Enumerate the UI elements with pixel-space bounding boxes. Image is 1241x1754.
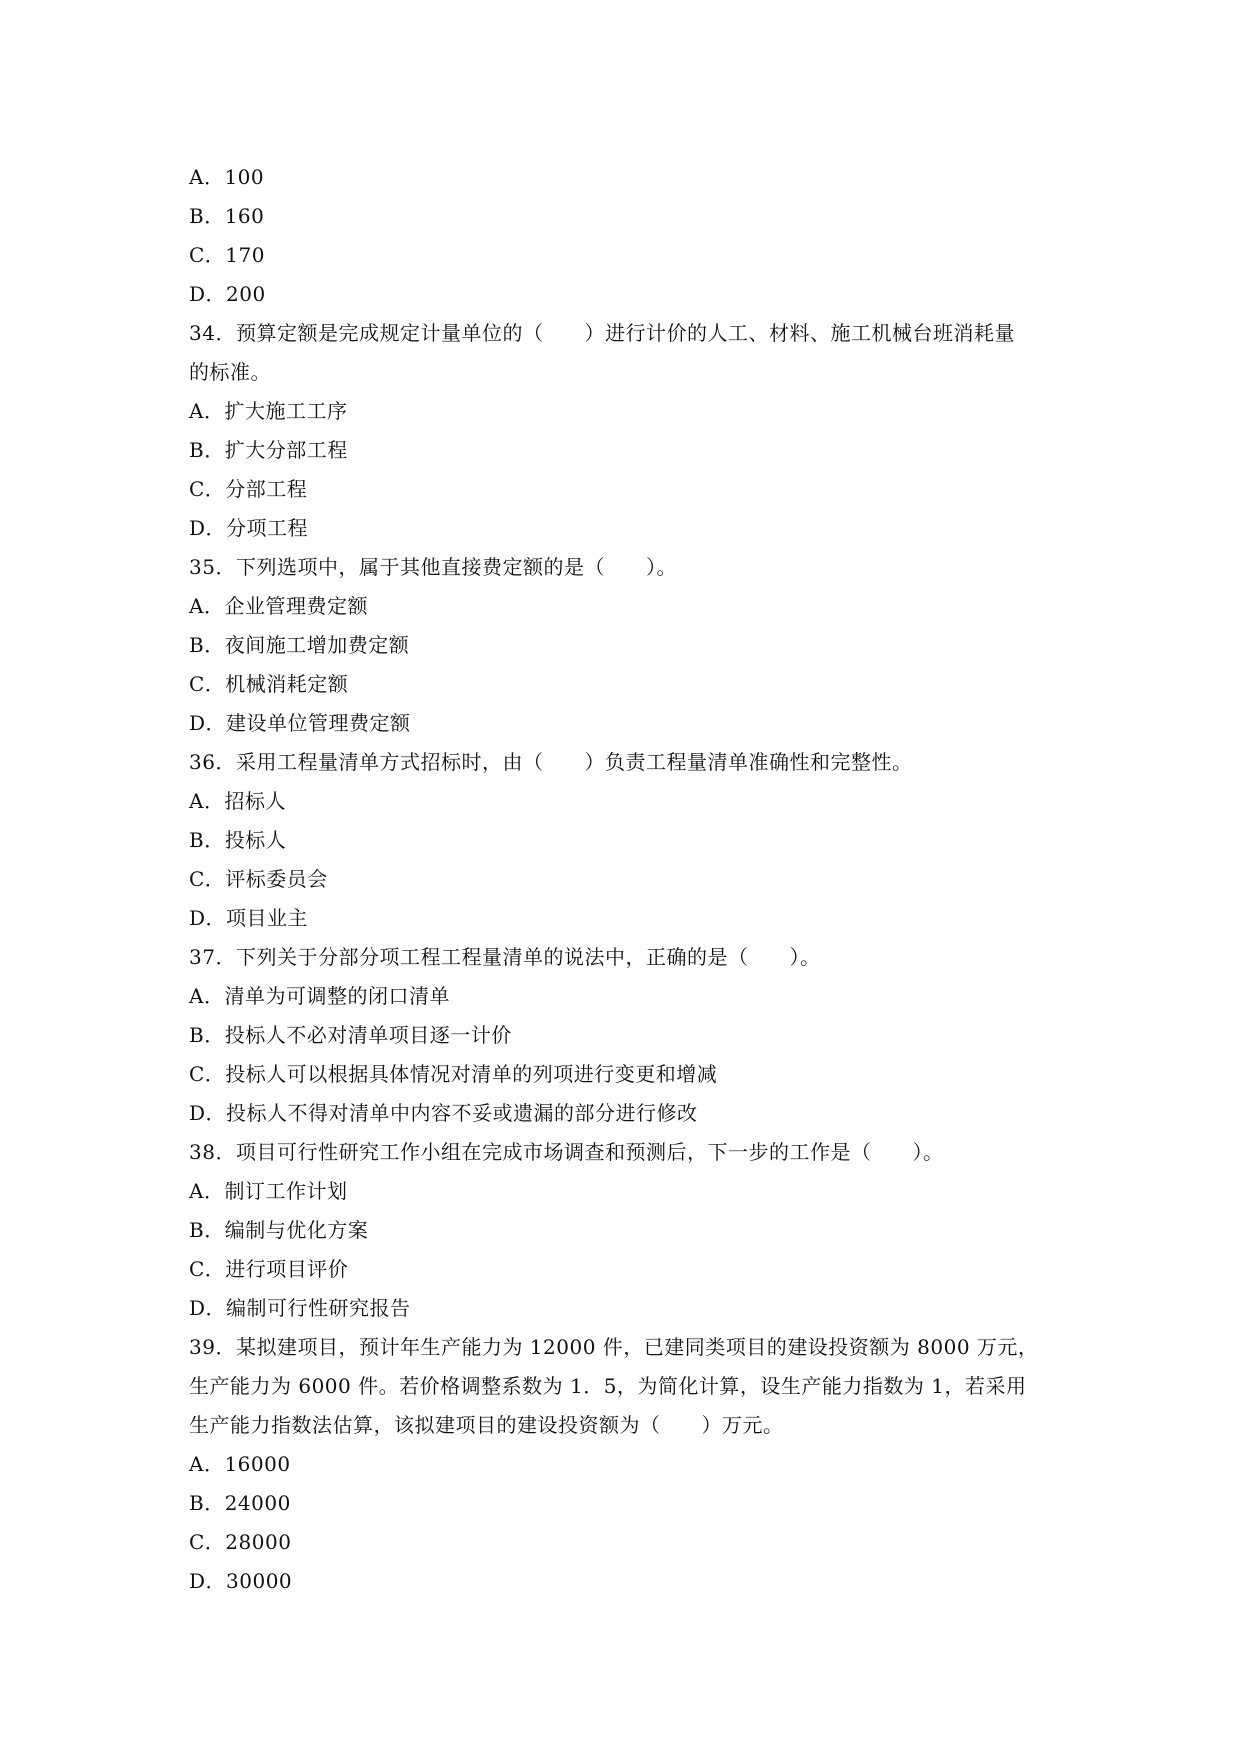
option-line: B．24000 [189, 1491, 291, 1515]
option-line: D．建设单位管理费定额 [189, 711, 411, 735]
question-list [189, 158, 1069, 1601]
option-line: C．进行项目评价 [189, 1257, 349, 1281]
option-line: B．编制与优化方案 [189, 1218, 369, 1242]
option-line: A．制订工作计划 [189, 1179, 348, 1203]
option-line: D．200 [189, 282, 266, 306]
option-line: B．160 [189, 204, 265, 228]
option-line: A．招标人 [189, 789, 286, 813]
option-line: D．30000 [189, 1569, 293, 1593]
question-36-text: 36．采用工程量清单方式招标时，由（ ）负责工程量清单准确性和完整性。 [189, 750, 913, 774]
option-line: A．扩大施工工序 [189, 399, 348, 423]
option-line: B．扩大分部工程 [189, 438, 348, 462]
option-line: C．分部工程 [189, 477, 308, 501]
question-39-text-cont: 生产能力指数法估算，该拟建项目的建设投资额为（ ）万元。 [189, 1413, 784, 1437]
question-39-text-cont: 生产能力为 6000 件。若价格调整系数为 1．5，为简化计算，设生产能力指数为 1，若采用 [189, 1374, 1027, 1398]
question-37-text: 37．下列关于分部分项工程工程量清单的说法中，正确的是（ ）。 [189, 945, 821, 969]
option-line: D．编制可行性研究报告 [189, 1296, 411, 1320]
option-line: D．项目业主 [189, 906, 309, 930]
option-line: A．企业管理费定额 [189, 594, 368, 618]
option-line: C．机械消耗定额 [189, 672, 349, 696]
question-34-text-cont: 的标准。 [189, 360, 271, 384]
option-line: C．170 [189, 243, 265, 267]
question-38-text: 38．项目可行性研究工作小组在完成市场调查和预测后，下一步的工作是（ ）。 [189, 1140, 944, 1164]
option-line: C．投标人可以根据具体情况对清单的列项进行变更和增减 [189, 1062, 718, 1086]
option-line: B．夜间施工增加费定额 [189, 633, 410, 657]
question-34-text: 34．预算定额是完成规定计量单位的（ ）进行计价的人工、材料、施工机械台班消耗量 [189, 321, 1015, 345]
option-line: D．分项工程 [189, 516, 309, 540]
option-line: D．投标人不得对清单中内容不妥或遗漏的部分进行修改 [189, 1101, 698, 1125]
option-line: A．清单为可调整的闭口清单 [189, 984, 450, 1008]
question-39-text: 39．某拟建项目，预计年生产能力为 12000 件，已建同类项目的建设投资额为 8000 万元， [189, 1335, 1039, 1359]
option-line: B．投标人 [189, 828, 287, 852]
option-line: A．100 [189, 165, 265, 189]
option-line: A．16000 [189, 1452, 291, 1476]
option-line: C．评标委员会 [189, 867, 328, 891]
option-line: C．28000 [189, 1530, 292, 1554]
question-35-text: 35．下列选项中，属于其他直接费定额的是（ ）。 [189, 555, 677, 579]
option-line: B．投标人不必对清单项目逐一计价 [189, 1023, 512, 1047]
